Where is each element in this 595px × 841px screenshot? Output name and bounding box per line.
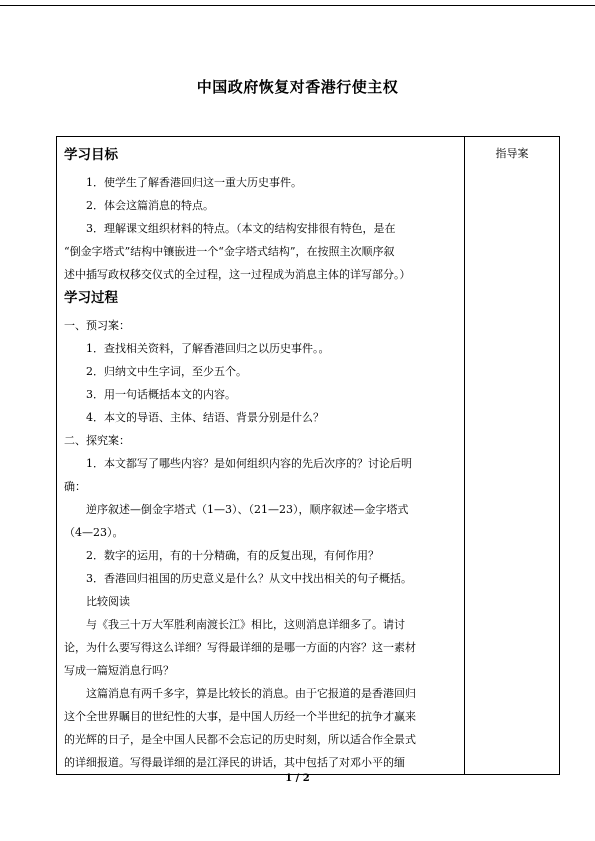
explore-line: 1．本文都写了哪些内容？是如何组织内容的先后次序的？讨论后明: [86, 457, 412, 470]
objectives-heading: 学习目标: [64, 147, 118, 163]
explore-line: 写成一篇短消息行吗？: [64, 664, 174, 677]
preview-item: 4．本文的导语、主体、结语、背景分别是什么？: [86, 411, 324, 424]
preview-heading: 一、预习案：: [64, 319, 130, 332]
preview-item: 3．用一句话概括本文的内容。: [86, 388, 236, 401]
explore-line: 3．香港回归祖国的历史意义是什么？从文中找出相关的句子概括。: [86, 572, 412, 585]
document-title: 中国政府恢复对香港行使主权: [196, 78, 399, 96]
preview-item: 1．查找相关资料，了解香港回归之以历史事件。。: [86, 342, 330, 355]
explore-line: 确：: [64, 480, 86, 493]
explore-line: 的详细报道。写得最详细的是江泽民的讲话，其中包括了对邓小平的缅: [64, 756, 405, 769]
objective-line: 3．理解课文组织材料的特点。（本文的结构安排很有特色，是在: [86, 222, 396, 235]
explore-line: 2．数字的运用，有的十分精确，有的反复出现，有何作用？: [86, 549, 379, 562]
explore-line: 论，为什么要写得这么详细？写得最详细的是哪一方面的内容？这一素材: [64, 641, 416, 654]
explore-line: 逆序叙述—倒金字塔式（1—3）、（21—23），顺序叙述—金字塔式: [86, 503, 409, 516]
objective-line: 1．使学生了解香港回归这一重大历史事件。: [86, 176, 302, 189]
guidance-header: 指导案: [495, 147, 529, 160]
header-rule: [0, 5, 595, 6]
explore-line: 这个全世界瞩目的世纪性的大事，是中国人历经一个半世纪的抗争才赢来: [64, 710, 416, 723]
process-heading: 学习过程: [64, 290, 118, 306]
explore-heading: 二、探究案：: [64, 434, 130, 447]
lesson-table: [56, 136, 560, 775]
explore-line: 这篇消息有两千多字，算是比较长的消息。由于它报道的是香港回归: [86, 687, 416, 700]
preview-item: 2．归纳文中生字词，至少五个。: [86, 365, 247, 378]
explore-line: 比较阅读: [86, 595, 130, 608]
objective-line: 2．体会这篇消息的特点。: [86, 199, 214, 212]
explore-line: 的光辉的日子，是全中国人民都不会忘记的历史时刻，所以适合作全景式: [64, 733, 416, 746]
objective-line: “倒金字塔式”结构中镶嵌进一个“金字塔式结构”，在按照主次顺序叙: [64, 245, 395, 258]
guidance-column: [465, 137, 560, 775]
explore-line: （4—23）。: [64, 526, 124, 539]
explore-line: 与《我三十万大军胜利南渡长江》相比，这则消息详细多了。请讨: [86, 618, 405, 631]
page-number: 1 / 2: [285, 773, 310, 784]
content-column: [57, 137, 465, 775]
objective-line: 述中插写政权移交仪式的全过程，这一过程成为消息主体的详写部分。）: [64, 268, 411, 281]
